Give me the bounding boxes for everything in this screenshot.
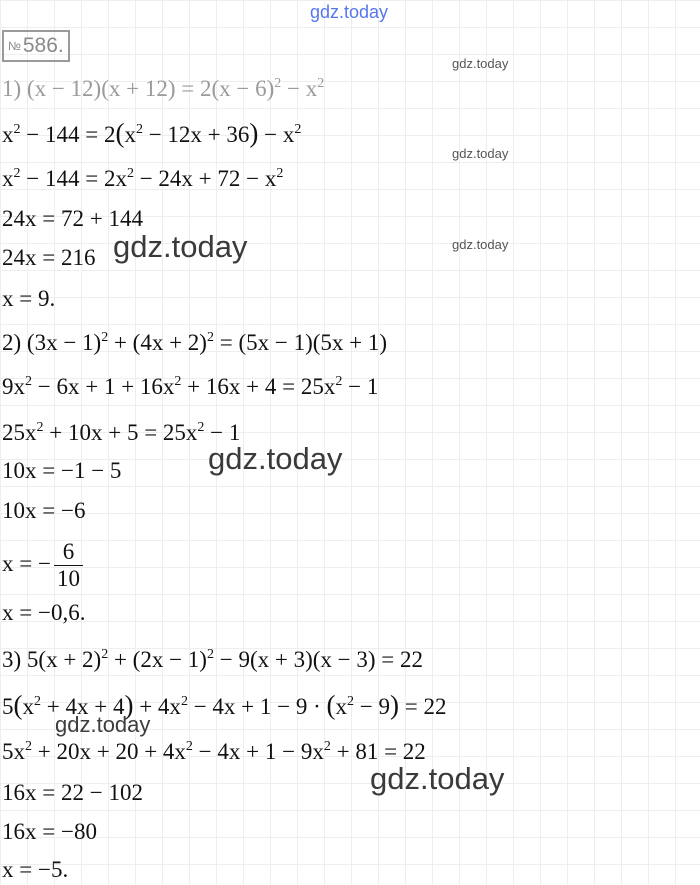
- paren-open: (: [13, 690, 23, 720]
- paren-close: ): [124, 690, 134, 720]
- exponent: 2: [174, 374, 182, 389]
- text: 9x: [2, 374, 25, 399]
- text: 5: [2, 694, 14, 719]
- text: − 9(x + 3)(x − 3) = 22: [213, 647, 423, 672]
- exponent: 2: [294, 122, 302, 137]
- part3-task: [2, 645, 423, 675]
- part2-step3: 10x = −1 − 5: [2, 458, 122, 483]
- text: 2) (3x − 1): [2, 330, 102, 355]
- paren-open: (: [326, 690, 336, 720]
- exponent: 2: [347, 694, 355, 709]
- part1-step4: 24x = 216: [2, 245, 96, 270]
- fraction-numerator: 6: [62, 539, 75, 565]
- exponent: 2: [323, 739, 331, 754]
- text: − x: [281, 76, 318, 101]
- part3-answer: x = −5.: [2, 857, 69, 882]
- text: − x: [258, 122, 295, 147]
- watermark-small: gdz.today: [452, 146, 509, 161]
- text: + (4x + 2): [108, 330, 207, 355]
- exponent: 2: [34, 694, 41, 709]
- exponent: 2: [13, 166, 21, 181]
- text: − 4x + 1 − 9 ·: [187, 694, 327, 719]
- exponent: 2: [126, 166, 134, 181]
- text: + 4x + 4: [41, 694, 125, 719]
- text: + 20x + 20 + 4x: [32, 739, 186, 764]
- part1-step1: [2, 118, 301, 150]
- exponent: 2: [25, 374, 32, 389]
- part1-step2: [2, 164, 283, 194]
- text: − 6x + 1 + 16x: [32, 374, 175, 399]
- exponent: 2: [13, 122, 21, 137]
- paren-open: (: [115, 118, 125, 148]
- paren-close: ): [249, 118, 259, 148]
- text: = (5x − 1)(5x + 1): [213, 330, 388, 355]
- text: x: [335, 694, 348, 719]
- text: 5x: [2, 739, 25, 764]
- fraction: [54, 539, 83, 592]
- part1-step3: 24x = 72 + 144: [2, 206, 143, 231]
- exponent: 2: [206, 330, 214, 345]
- text: x: [22, 694, 34, 719]
- exponent: 2: [101, 330, 109, 345]
- part2-step2: [2, 418, 240, 448]
- text: − 1: [342, 374, 379, 399]
- number-sign: №: [8, 39, 21, 53]
- exponent: 2: [335, 374, 343, 389]
- exponent: 2: [197, 420, 205, 435]
- exponent: 2: [276, 166, 284, 181]
- exponent: 2: [274, 76, 282, 91]
- part1-answer: x = 9.: [2, 286, 56, 311]
- text: 25x: [2, 420, 37, 445]
- exponent: 2: [185, 739, 193, 754]
- exponent: 2: [180, 694, 188, 709]
- text: − 4x + 1 − 9x: [192, 739, 324, 764]
- part2-answer: x = −0,6.: [2, 600, 86, 625]
- part2-step1: [2, 372, 378, 402]
- text: − 12x + 36: [142, 122, 250, 147]
- part2-step5: [2, 536, 83, 592]
- part1-task: [2, 74, 324, 104]
- text: 1) (x − 12)(x + 12) = 2(x − 6): [2, 76, 275, 101]
- watermark-large: gdz.today: [113, 229, 248, 264]
- watermark-top: gdz.today: [310, 2, 389, 22]
- watermark-medium: gdz.today: [55, 712, 151, 737]
- text: + 10x + 5 = 25x: [43, 420, 198, 445]
- exponent: 2: [36, 420, 44, 435]
- text: + (2x − 1): [108, 647, 207, 672]
- exponent: 2: [25, 739, 32, 754]
- fraction-denominator: 10: [54, 565, 83, 592]
- text: x: [2, 166, 14, 191]
- part2-task: [2, 328, 387, 358]
- exponent: 2: [317, 76, 325, 91]
- text: + 4x: [133, 694, 181, 719]
- part3-step3: 16x = 22 − 102: [2, 780, 143, 805]
- watermark-small: gdz.today: [452, 237, 509, 252]
- part3-step4: 16x = −80: [2, 819, 97, 844]
- text: 3) 5(x + 2): [2, 647, 102, 672]
- text: − 144 = 2: [20, 122, 116, 147]
- exponent: 2: [101, 647, 109, 662]
- text: x = −: [2, 551, 51, 576]
- part3-step2: [2, 737, 426, 767]
- text: − 144 = 2x: [20, 166, 127, 191]
- problem-number-value: 586.: [22, 34, 64, 57]
- part2-step4: 10x = −6: [2, 498, 86, 523]
- text: − 24x + 72 − x: [133, 166, 277, 191]
- watermark-large: gdz.today: [208, 441, 343, 476]
- watermark-large: gdz.today: [370, 761, 505, 796]
- text: = 22: [399, 694, 447, 719]
- watermark-small: gdz.today: [452, 56, 509, 71]
- exponent: 2: [206, 647, 214, 662]
- text: + 81 = 22: [330, 739, 426, 764]
- text: x: [124, 122, 136, 147]
- text: + 16x + 4 = 25x: [181, 374, 336, 399]
- paren-close: ): [390, 690, 399, 720]
- exponent: 2: [135, 122, 143, 137]
- problem-number: [2, 30, 70, 62]
- text: − 9: [354, 694, 390, 719]
- text: x: [2, 122, 14, 147]
- text: − 1: [204, 420, 241, 445]
